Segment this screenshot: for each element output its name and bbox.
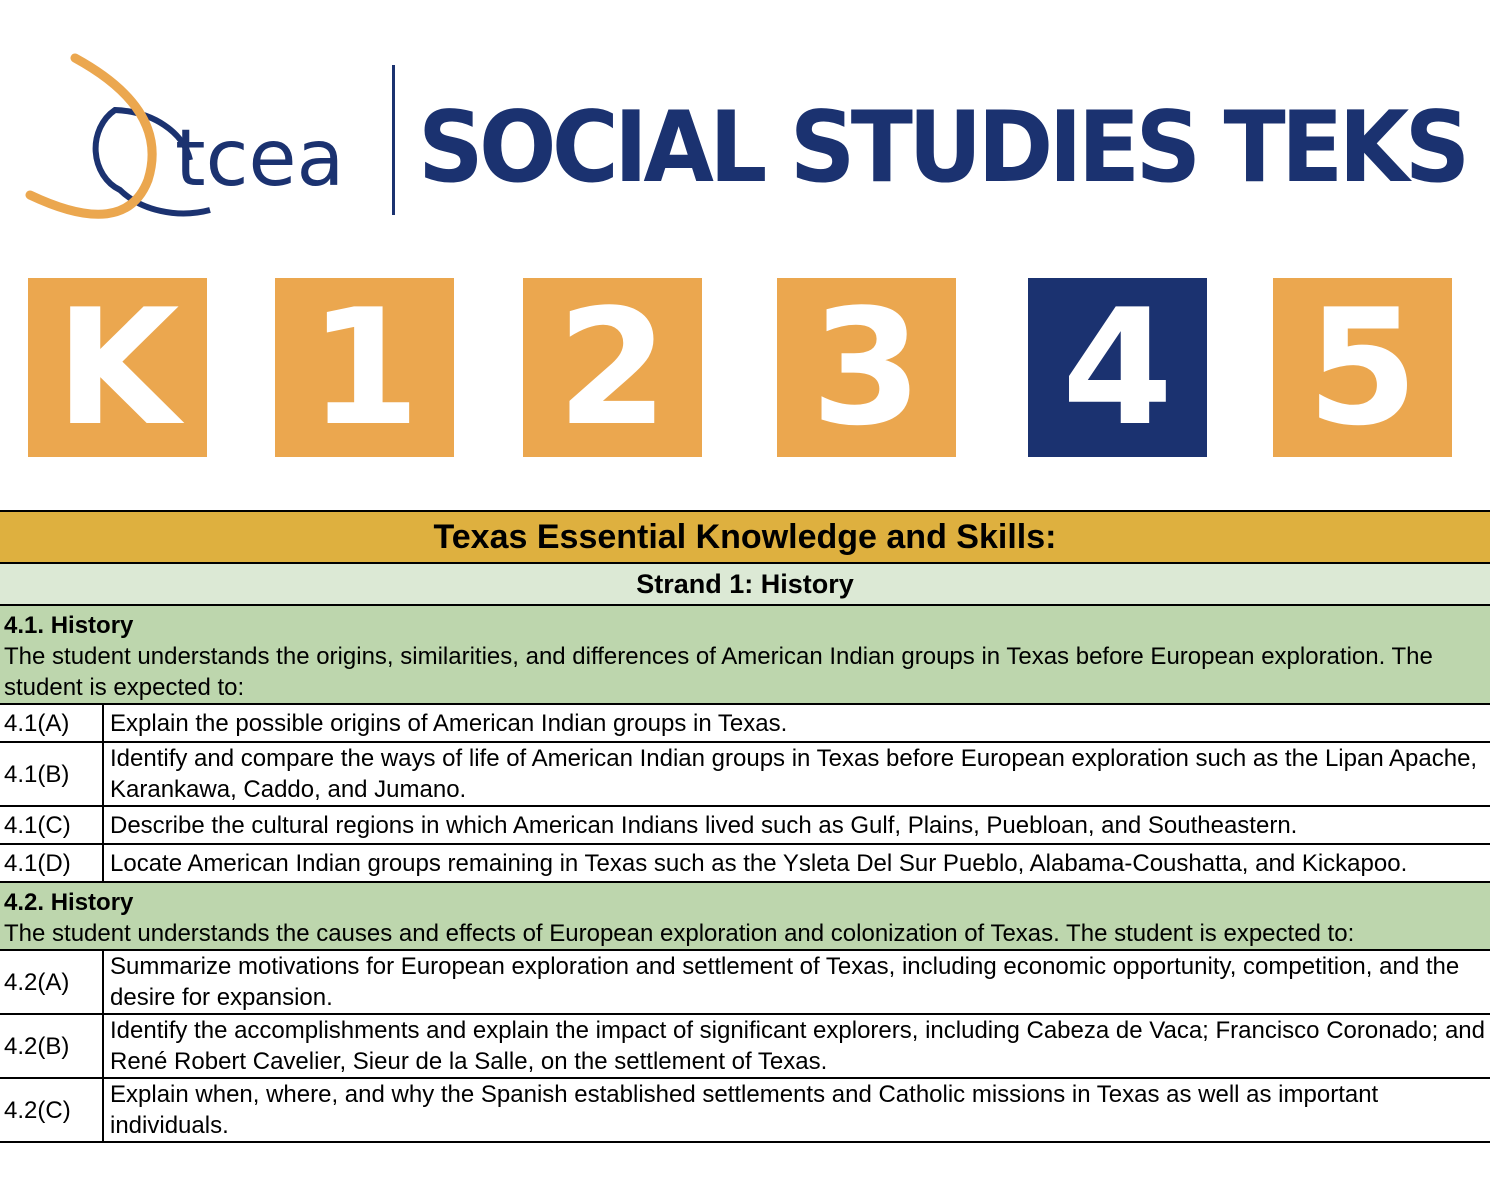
standard-title: 4.2. History [4, 889, 134, 916]
table-row [0, 844, 1490, 882]
table-row [0, 950, 1490, 1014]
expectation-code: 4.1(D) [0, 844, 103, 882]
expectation-text: Identify and compare the ways of life of American Indian groups in Texas before European exploration such as the Lipan Apache, Karankawa, Caddo, and Jumano. [103, 742, 1490, 806]
expectation-text: Describe the cultural regions in which American Indians lived such as Gulf, Plains, Puebloan, and Southeastern. [103, 806, 1490, 844]
grade-tab-3[interactable]: 3 [777, 278, 956, 457]
table-row [0, 806, 1490, 844]
header-divider [392, 65, 395, 215]
standard-text: The student understands the causes and effects of European exploration and colonization of Texas. The student is expected to: [4, 920, 1355, 947]
table-row [0, 1014, 1490, 1078]
expectation-code: 4.2(C) [0, 1078, 103, 1142]
grade-tab-4[interactable]: 4 [1028, 278, 1207, 457]
table-row [0, 704, 1490, 742]
grade-tab-5[interactable]: 5 [1273, 278, 1452, 457]
grade-tab-1[interactable]: 1 [275, 278, 454, 457]
expectation-code: 4.1(C) [0, 806, 103, 844]
standard-row [0, 605, 1490, 704]
expectation-code: 4.1(A) [0, 704, 103, 742]
strand-heading: Strand 1: History [0, 563, 1490, 605]
table-row [0, 1078, 1490, 1142]
logo-text: tcea [175, 114, 345, 204]
teks-table [0, 510, 1490, 1143]
expectation-code: 4.1(B) [0, 742, 103, 806]
expectation-text: Explain the possible origins of American Indian groups in Texas. [103, 704, 1490, 742]
grade-tab-2[interactable]: 2 [523, 278, 702, 457]
expectation-code: 4.2(A) [0, 950, 103, 1014]
standard-row [0, 882, 1490, 950]
standard-text: The student understands the origins, similarities, and differences of American Indian groups in Texas before European exploration. The student is expected to: [4, 643, 1433, 701]
table-heading: Texas Essential Knowledge and Skills: [0, 511, 1490, 563]
page-title: SOCIAL STUDIES TEKS [418, 91, 1466, 205]
expectation-text: Explain when, where, and why the Spanish established settlements and Catholic missions in Texas as well as important individuals. [103, 1078, 1490, 1142]
expectation-code: 4.2(B) [0, 1014, 103, 1078]
expectation-text: Identify the accomplishments and explain the impact of significant explorers, including Cabeza de Vaca; Francisco Coronado; and René Robert Cavelier, Sieur de la Salle, on the settlement of Texas. [103, 1014, 1490, 1078]
expectation-text: Locate American Indian groups remaining in Texas such as the Ysleta Del Sur Pueblo, Alabama-Coushatta, and Kickapoo. [103, 844, 1490, 882]
tcea-logo [20, 50, 380, 230]
grade-tab-k[interactable]: K [28, 278, 207, 457]
table-row [0, 742, 1490, 806]
expectation-text: Summarize motivations for European exploration and settlement of Texas, including economic opportunity, competition, and the desire for expansion. [103, 950, 1490, 1014]
standard-title: 4.1. History [4, 612, 134, 639]
